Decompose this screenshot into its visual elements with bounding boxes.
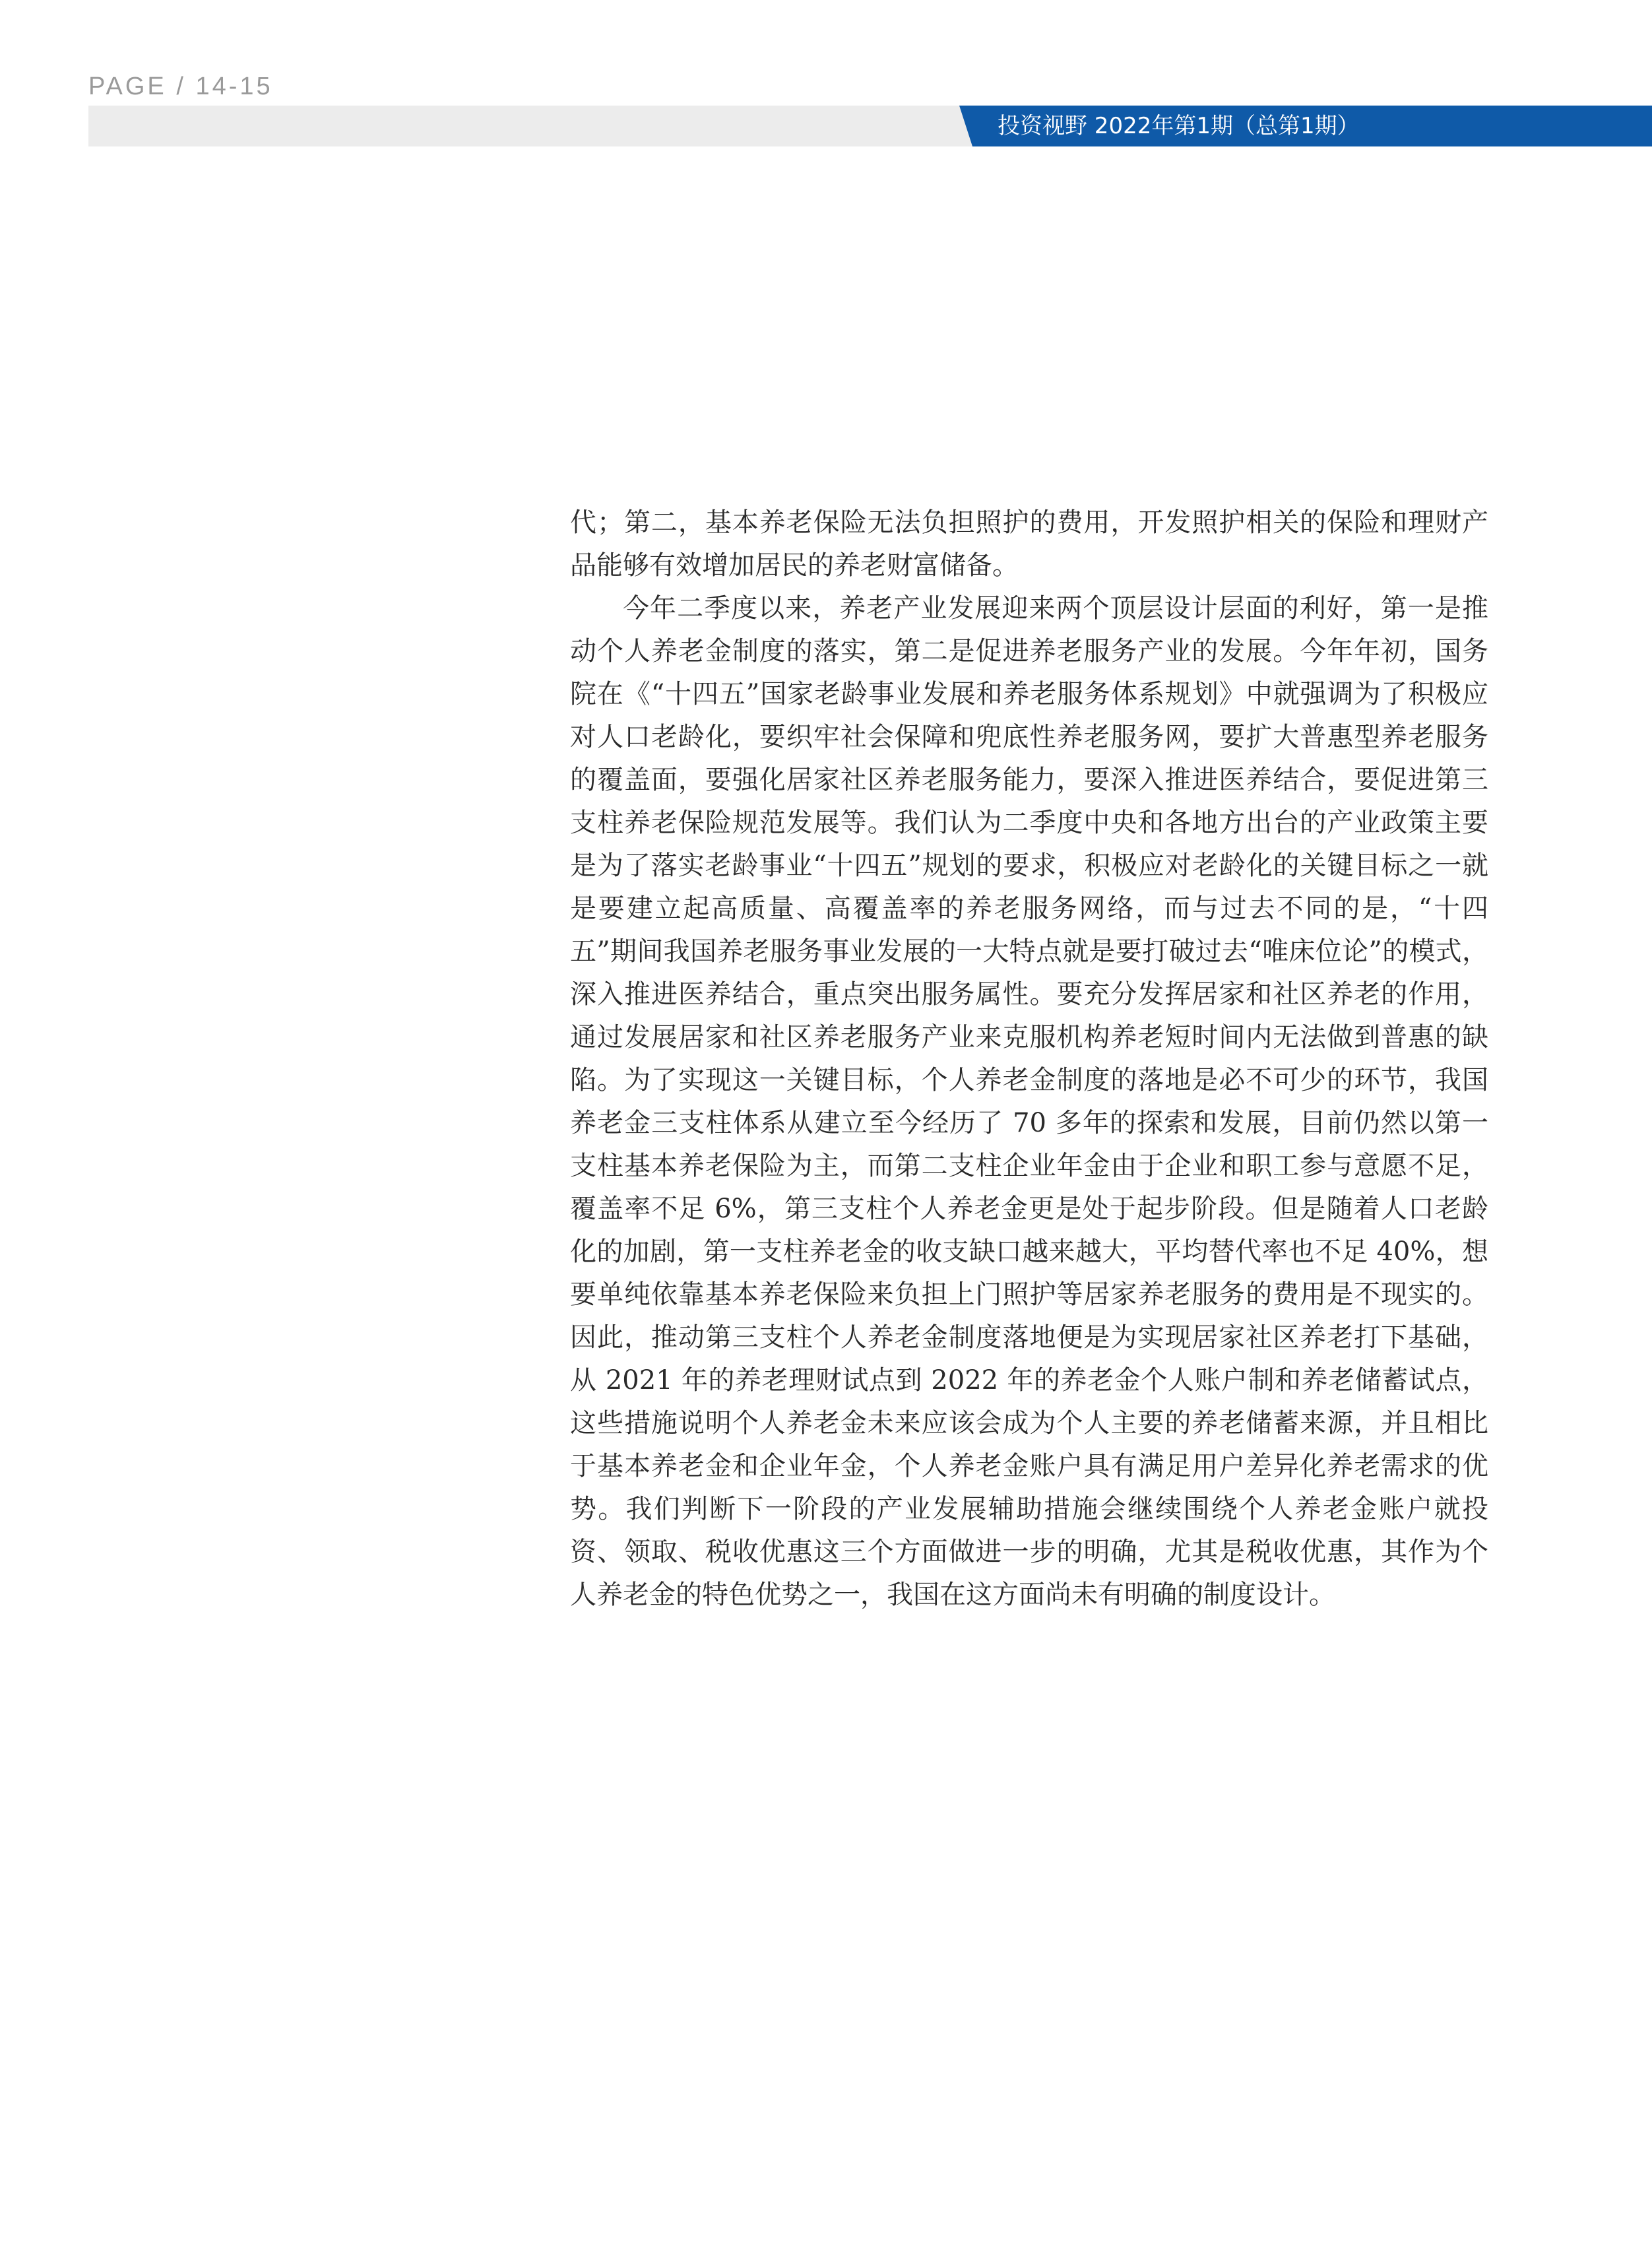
article-body: [570, 501, 1488, 1617]
page-number-label: PAGE / 14-15: [88, 73, 273, 100]
article-paragraph: 今年二季度以来，养老产业发展迎来两个顶层设计层面的利好，第一是推动个人养老金制度的落实，第二是促进养老服务产业的发展。今年年初，国务院在《“十四五”国家老龄事业发展和养老服务体系规划》中就强调为了积极应对人口老龄化，要织牢社会保障和兜底性养老服务网，要扩大普惠型养老服务的覆盖面，要强化居家社区养老服务能力，要深入推进医养结合，要促进第三支柱养老保险规范发展等。我们认为二季度中央和各地方出台的产业政策主要是为了落实老龄事业“十四五”规划的要求，积极应对老龄化的关键目标之一就是要建立起高质量、高覆盖率的养老服务网络，而与过去不同的是，“十四五”期间我国养老服务事业发展的一大特点就是要打破过去“唯床位论”的模式，深入推进医养结合，重点突出服务属性。要充分发挥居家和社区养老的作用，通过发展居家和社区养老服务产业来克服机构养老短时间内无法做到普惠的缺陷。为了实现这一关键目标，个人养老金制度的落地是必不可少的环节，我国养老金三支柱体系从建立至今经历了 70 多年的探索和发展，目前仍然以第一支柱基本养老保险为主，而第二支柱企业年金由于企业和职工参与意愿不足，覆盖率不足 6%，第三支柱个人养老金更是处于起步阶段。但是随着人口老龄化的加剧，第一支柱养老金的收支缺口越来越大，平均替代率也不足 40%，想要单纯依靠基本养老保险来负担上门照护等居家养老服务的费用是不现实的。因此，推动第三支柱个人养老金制度落地便是为实现居家社区养老打下基础，从 2021 年的养老理财试点到 2022 年的养老金个人账户制和养老储蓄试点，这些措施说明个人养老金未来应该会成为个人主要的养老储蓄来源，并且相比于基本养老金和企业年金，个人养老金账户具有满足用户差异化养老需求的优势。我们判断下一阶段的产业发展辅助措施会继续围绕个人养老金账户就投资、领取、税收优惠这三个方面做进一步的明确，尤其是税收优惠，其作为个人养老金的特色优势之一，我国在这方面尚未有明确的制度设计。: [570, 593, 1488, 1610]
article-paragraph-continued: 代；第二，基本养老保险无法负担照护的费用，开发照护相关的保险和理财产品能够有效增加居民的养老财富储备。: [570, 507, 1488, 581]
publication-issue-title: 投资视野 2022年第1期（总第1期）: [998, 113, 1360, 139]
